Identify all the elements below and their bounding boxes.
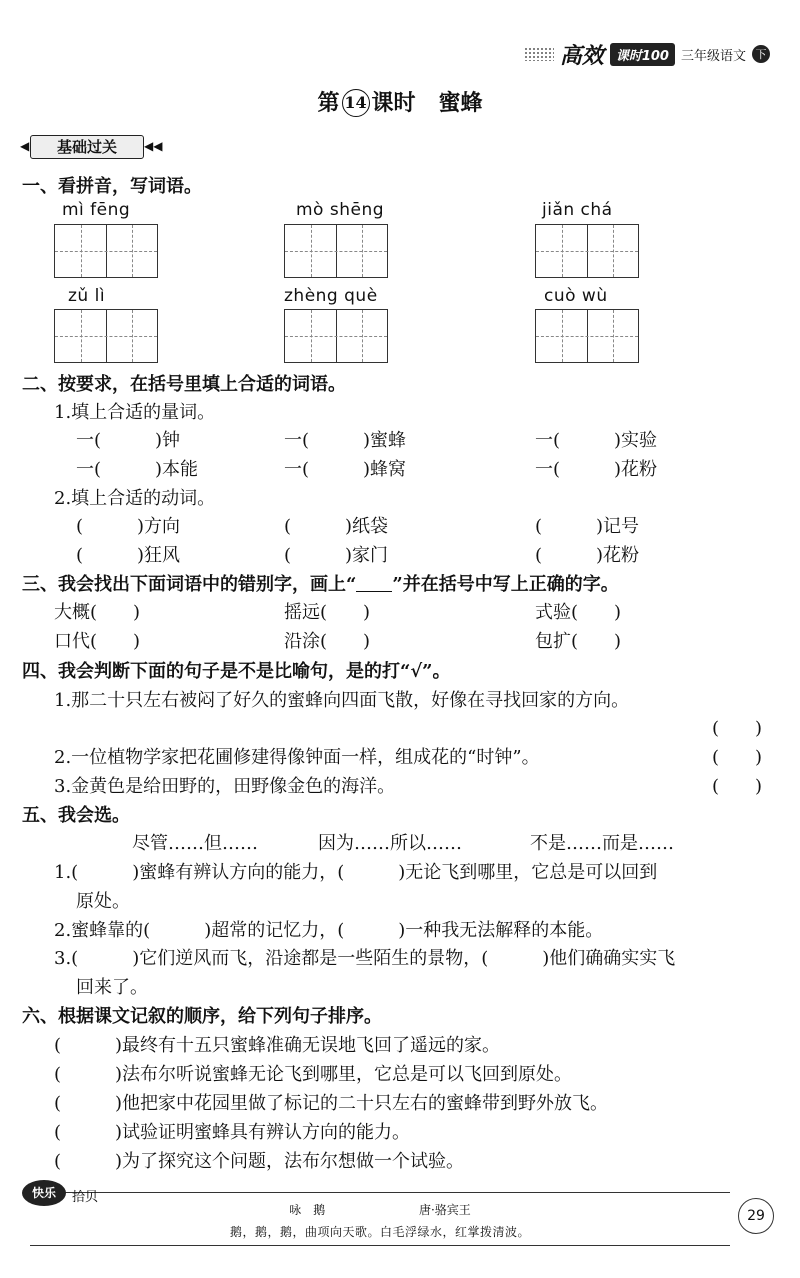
page-footer: [20, 1180, 780, 1250]
typo-item[interactable]: 口代( ): [54, 631, 141, 652]
typo-item[interactable]: 大概( ): [54, 602, 141, 623]
fill-blank-item[interactable]: ( )花粉: [535, 545, 640, 566]
page-header: [524, 40, 770, 68]
sentence-item: 3.金黄色是给田野的，田野像金色的海洋。: [54, 776, 396, 797]
dot-pattern-decoration: [524, 47, 554, 61]
pinyin-5: zhèng què: [284, 286, 378, 306]
typo-item[interactable]: 沿涂( ): [284, 631, 371, 652]
subsection-title: 2.填上合适的动词。: [54, 488, 216, 509]
poem-frame: [30, 1192, 730, 1246]
writing-grid[interactable]: [535, 224, 639, 278]
lesson-name: 蜜蜂: [438, 90, 483, 116]
fill-blank-item[interactable]: ( )纸袋: [284, 516, 389, 537]
fill-blank-item[interactable]: 一( )钟: [76, 430, 181, 451]
choice-line: 原处。: [76, 891, 130, 912]
order-item[interactable]: ( )最终有十五只蜜蜂准确无误地飞回了遥远的家。: [54, 1035, 501, 1056]
writing-grid[interactable]: [284, 224, 388, 278]
page-number: 29: [738, 1198, 774, 1234]
poem-heading: [30, 1201, 730, 1218]
fill-blank-item[interactable]: ( )方向: [76, 516, 181, 537]
sentence-item: 2.一位植物学家把花圃修建得像钟面一样，组成花的“时钟”。: [54, 747, 540, 768]
writing-grid[interactable]: [54, 224, 158, 278]
order-item[interactable]: ( )法布尔听说蜜蜂无论飞到哪里，它总是可以飞回到原处。: [54, 1064, 573, 1085]
pinyin-2: mò shēng: [296, 200, 385, 220]
writing-grid[interactable]: [54, 309, 158, 363]
series-badge: 课时100: [610, 43, 675, 66]
lesson-suffix: 课时: [371, 90, 416, 116]
fill-blank-item[interactable]: ( )家门: [284, 545, 389, 566]
choice-line[interactable]: 3.( )它们逆风而飞，沿途都是一些陌生的景物，( )他们确确实实飞: [54, 948, 676, 969]
fill-blank-item[interactable]: ( )狂风: [76, 545, 181, 566]
option-item: 不是……而是……: [530, 833, 674, 854]
poem-author: 唐·骆宾王: [418, 1203, 471, 1217]
chevron-double-left-icon: ◀◀: [144, 139, 163, 153]
order-item[interactable]: ( )试验证明蜜蜂具有辨认方向的能力。: [54, 1122, 411, 1143]
typo-item[interactable]: 包扩( ): [535, 631, 622, 652]
fill-blank-item[interactable]: 一( )蜜蜂: [284, 430, 407, 451]
writing-grid[interactable]: [284, 309, 388, 363]
lesson-title: [0, 86, 800, 117]
sentence-item: 1.那二十只左右被闷了好久的蜜蜂向四面飞散，好像在寻找回家的方向。: [54, 690, 630, 711]
section-3-title: [22, 570, 619, 596]
volume-badge: 下: [752, 45, 770, 63]
brand-title: 高效: [559, 43, 604, 69]
pinyin-4: zǔ lì: [68, 286, 106, 306]
section-3-title-end: ”并在括号中写上正确的字。: [392, 574, 619, 595]
banner-label: 基础过关: [30, 135, 144, 159]
answer-paren[interactable]: ( ): [712, 776, 763, 797]
choice-line[interactable]: 2.蜜蜂靠的( )超常的记忆力，( )一种我无法解释的本能。: [54, 920, 604, 941]
chevron-left-icon: ◀: [20, 139, 30, 153]
lesson-prefix: 第: [317, 90, 340, 116]
footer-label: 拾贝: [72, 1190, 99, 1205]
poem-body: 鹅，鹅，鹅，曲项向天歌。白毛浮绿水，红掌拨清波。: [229, 1225, 530, 1239]
pinyin-1: mì fēng: [62, 200, 131, 220]
order-item[interactable]: ( )他把家中花园里做了标记的二十只左右的蜜蜂带到野外放飞。: [54, 1093, 609, 1114]
typo-item[interactable]: 式验( ): [535, 602, 622, 623]
answer-paren[interactable]: ( ): [712, 718, 763, 739]
typo-item[interactable]: 摇远( ): [284, 602, 371, 623]
section-banner: [20, 133, 163, 161]
writing-grid[interactable]: [535, 309, 639, 363]
lesson-number: 14: [342, 89, 370, 117]
fill-blank-item[interactable]: 一( )花粉: [535, 459, 658, 480]
section-4-title: 四、我会判断下面的句子是不是比喻句，是的打“√”。: [22, 661, 451, 682]
option-item: 因为……所以……: [318, 833, 462, 854]
choice-line: 回来了。: [76, 977, 148, 998]
section-6-title: 六、根据课文记叙的顺序，给下列句子排序。: [22, 1006, 382, 1027]
fill-blank-item[interactable]: 一( )本能: [76, 459, 199, 480]
underline-mark: [356, 573, 392, 592]
fill-blank-item[interactable]: 一( )实验: [535, 430, 658, 451]
choice-line[interactable]: 1.( )蜜蜂有辨认方向的能力，( )无论飞到哪里，它总是可以回到: [54, 862, 658, 883]
section-3-title-start: 三、我会找出下面词语中的错别字，画上“: [22, 574, 357, 595]
grade-label: 三年级语文: [680, 48, 746, 64]
option-item: 尽管……但……: [132, 833, 258, 854]
pinyin-6: cuò wù: [544, 286, 608, 306]
section-1-title: 一、看拼音，写词语。: [22, 176, 202, 197]
mascot-badge: 快乐: [22, 1180, 66, 1206]
answer-paren[interactable]: ( ): [712, 747, 763, 768]
poem-title: 咏 鹅: [289, 1203, 326, 1217]
pinyin-3: jiǎn chá: [542, 200, 613, 220]
fill-blank-item[interactable]: 一( )蜂窝: [284, 459, 407, 480]
fill-blank-item[interactable]: ( )记号: [535, 516, 640, 537]
order-item[interactable]: ( )为了探究这个问题，法布尔想做一个试验。: [54, 1151, 465, 1172]
section-2-title: 二、按要求，在括号里填上合适的词语。: [22, 374, 346, 395]
section-5-title: 五、我会选。: [22, 805, 130, 826]
subsection-title: 1.填上合适的量词。: [54, 402, 216, 423]
